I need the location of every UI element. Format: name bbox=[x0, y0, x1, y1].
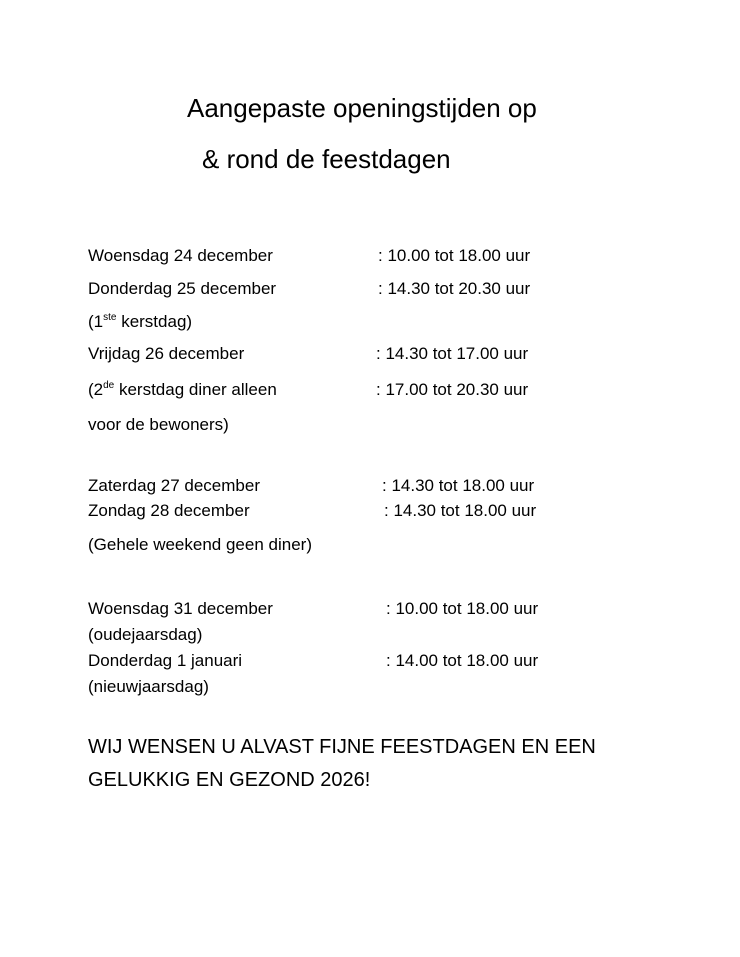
schedule-note bbox=[88, 379, 277, 401]
closing-line-1: WIJ WENSEN U ALVAST FIJNE FEESTDAGEN EN EEN bbox=[88, 736, 596, 758]
note-superscript: de bbox=[103, 380, 115, 391]
schedule-day-label: Donderdag 1 januari bbox=[88, 651, 243, 670]
note-text: kerstdag diner alleen bbox=[114, 380, 277, 399]
schedule-day-label: voor de bewoners) bbox=[88, 415, 229, 434]
schedule-note: (nieuwjaarsdag) bbox=[88, 677, 209, 696]
schedule-note: (oudejaarsdag) bbox=[88, 625, 203, 644]
schedule-day-label: Zondag 28 december bbox=[88, 501, 250, 520]
closing-line-2: GELUKKIG EN GEZOND 2026! bbox=[88, 769, 371, 791]
schedule-note: (Gehele weekend geen diner) bbox=[88, 535, 312, 554]
title-line-2: & rond de feestdagen bbox=[202, 144, 451, 174]
schedule-note bbox=[88, 311, 192, 333]
schedule-hours: : 14.30 tot 17.00 uur bbox=[376, 344, 529, 363]
schedule-day-label: Vrijdag 26 december bbox=[88, 344, 245, 363]
schedule-day-label: Woensdag 24 december bbox=[88, 246, 273, 265]
schedule-hours: : 14.00 tot 18.00 uur bbox=[386, 651, 539, 670]
schedule-hours: : 14.30 tot 18.00 uur bbox=[382, 476, 535, 495]
schedule-day-label: Donderdag 25 december bbox=[88, 279, 277, 298]
schedule-day-label: Woensdag 31 december bbox=[88, 599, 273, 618]
note-text: kerstdag) bbox=[116, 312, 193, 331]
schedule-hours: : 14.30 tot 20.30 uur bbox=[378, 279, 531, 298]
schedule-hours: : 17.00 tot 20.30 uur bbox=[376, 380, 529, 399]
schedule-hours: : 10.00 tot 18.00 uur bbox=[386, 599, 539, 618]
note-text: (2 bbox=[88, 380, 104, 399]
schedule-hours: : 14.30 tot 18.00 uur bbox=[384, 501, 537, 520]
title-line-1: Aangepaste openingstijden op bbox=[187, 93, 537, 123]
schedule-day-label: Zaterdag 27 december bbox=[88, 476, 260, 495]
schedule-hours: : 10.00 tot 18.00 uur bbox=[378, 246, 531, 265]
note-text: (1 bbox=[88, 312, 104, 331]
note-superscript: ste bbox=[103, 312, 117, 323]
